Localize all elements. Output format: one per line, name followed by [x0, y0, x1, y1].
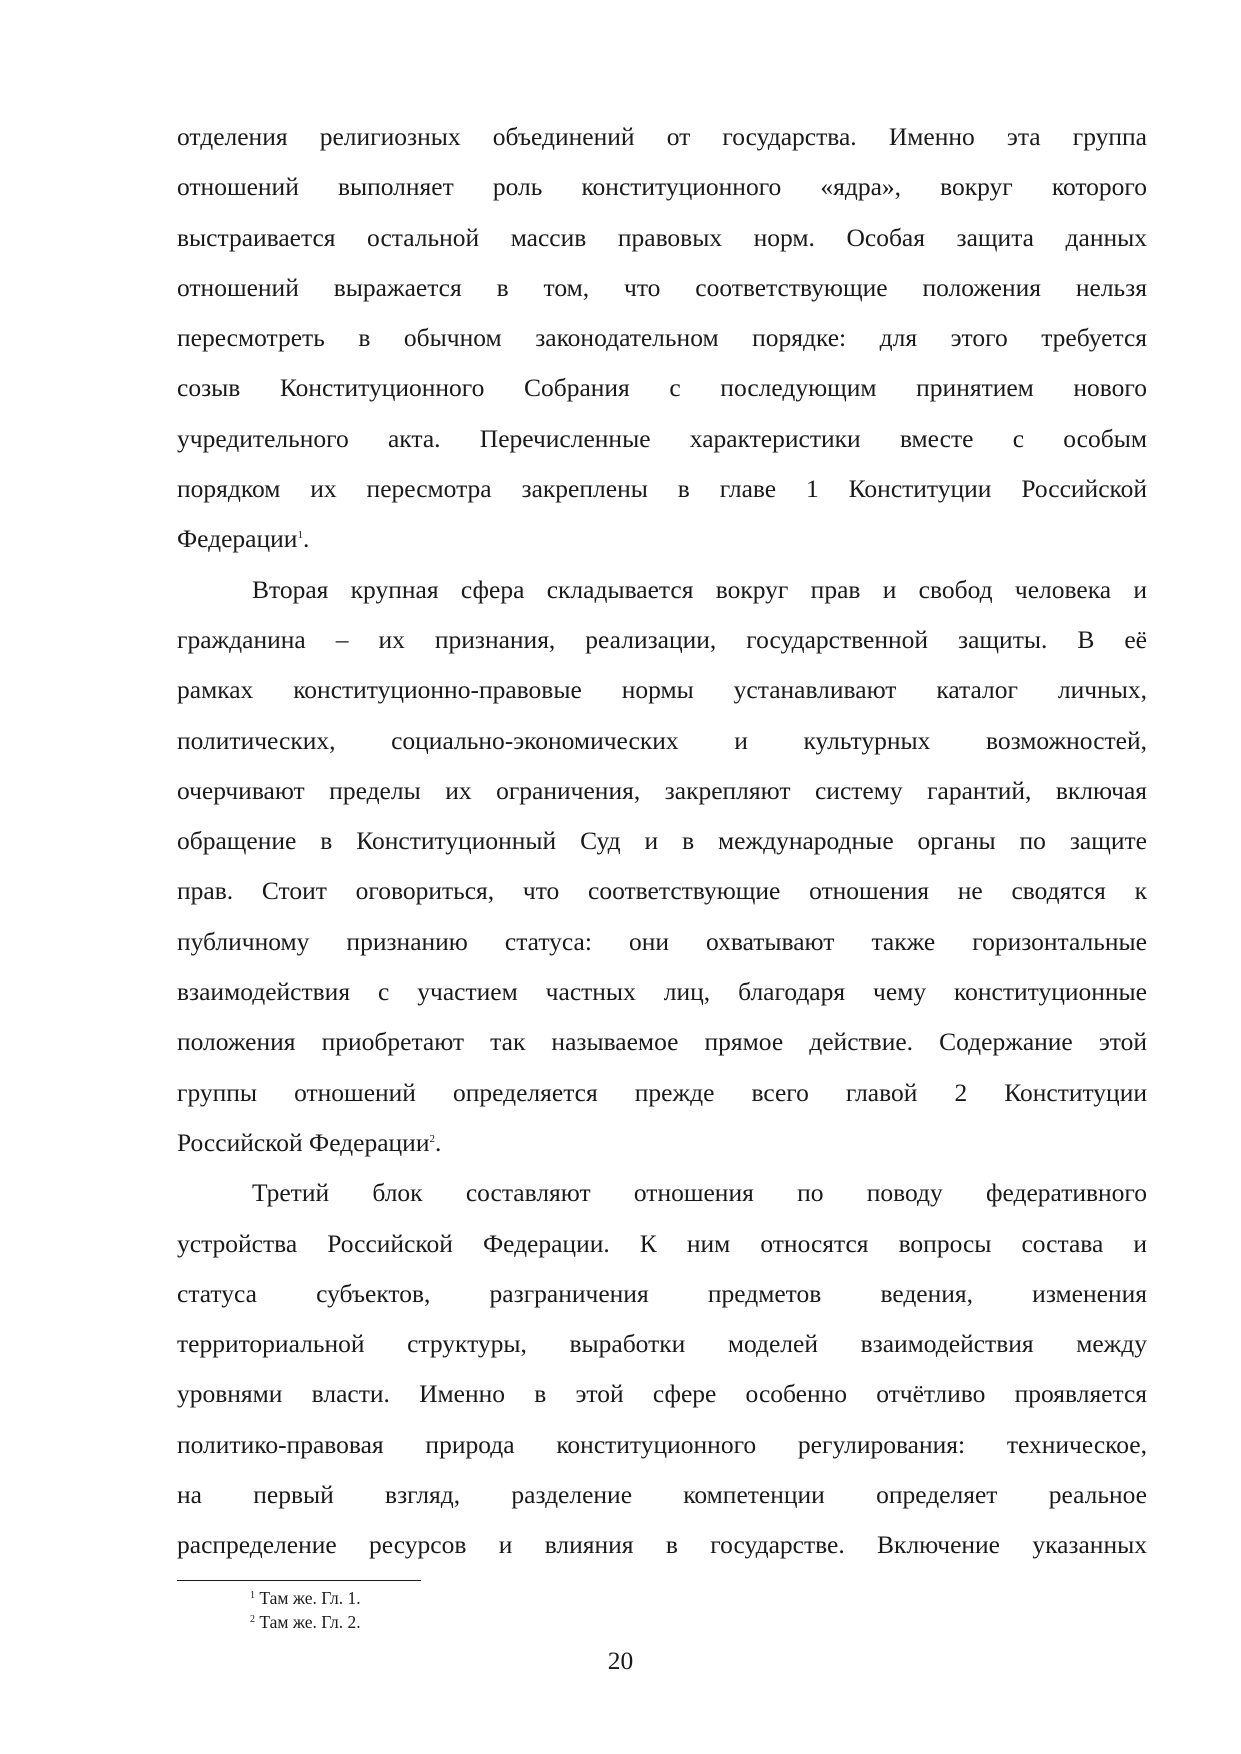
- footnote-item: [250, 1586, 361, 1610]
- footnote-text: Там же. Гл. 2.: [259, 1612, 361, 1632]
- footnote-item: [250, 1610, 361, 1634]
- text-line: [177, 263, 1147, 313]
- text-line: [177, 1017, 1147, 1067]
- line-text: политико-правовая природа конституционного регулирования: техническое,: [177, 1429, 1147, 1459]
- paragraph: [177, 112, 1147, 565]
- footnote-reference[interactable]: 1: [297, 529, 303, 542]
- footnote-number: 1: [250, 1590, 255, 1601]
- text-line: [177, 414, 1147, 464]
- line-text: группы отношений определяется прежде всего главой 2 Конституции: [177, 1077, 1147, 1107]
- text-line: [177, 1219, 1147, 1269]
- line-text: взаимодействия с участием частных лиц, благодаря чему конституционные: [177, 977, 1147, 1007]
- line-text: обращение в Конституционный Суд и в международные органы по защите: [177, 826, 1147, 856]
- text-line: [177, 917, 1147, 967]
- line-text: положения приобретают так называемое прямое действие. Содержание этой: [177, 1027, 1147, 1057]
- line-text: созыв Конституционного Собрания с последующим принятием нового: [177, 373, 1147, 403]
- paragraph: [177, 1168, 1147, 1570]
- line-text: выстраивается остальной массив правовых норм. Особая защита данных: [177, 222, 1147, 252]
- text-line: [177, 565, 1147, 615]
- text-line: [177, 1068, 1147, 1118]
- line-text: рамках конституционно-правовые нормы устанавливают каталог личных,: [177, 675, 1147, 705]
- line-text: публичному признанию статуса: они охватывают также горизонтальные: [177, 926, 1147, 956]
- line-text: очерчивают пределы их ограничения, закрепляют систему гарантий, включая: [177, 775, 1147, 805]
- text-line: [177, 1269, 1147, 1319]
- footnotes: [250, 1586, 361, 1634]
- text-line: [177, 1420, 1147, 1470]
- footnote-separator: [177, 1580, 421, 1581]
- text-line: [177, 213, 1147, 263]
- text-line: [177, 112, 1147, 162]
- text-line: [177, 464, 1147, 514]
- line-text: на первый взгляд, разделение компетенции определяет реальное: [177, 1480, 1147, 1510]
- paragraph: [177, 565, 1147, 1169]
- text-line: [177, 816, 1147, 866]
- footnote-reference[interactable]: 2: [429, 1132, 435, 1145]
- line-text: пересмотреть в обычном законодательном порядке: для этого требуется: [177, 323, 1147, 353]
- line-text: учредительного акта. Перечисленные характеристики вместе с особым: [177, 423, 1147, 453]
- text-line: [177, 716, 1147, 766]
- text-line: [177, 866, 1147, 916]
- line-text: отделения религиозных объединений от государства. Именно эта группа: [177, 122, 1147, 151]
- footnote-text: Там же. Гл. 1.: [259, 1588, 361, 1608]
- line-text: порядком их пересмотра закреплены в главе 1 Конституции Российской: [177, 474, 1147, 504]
- end-punctuation: .: [434, 1127, 442, 1157]
- line-text: уровнями власти. Именно в этой сфере особенно отчётливо проявляется: [177, 1379, 1147, 1409]
- text-line: [177, 967, 1147, 1017]
- main-text: [177, 112, 1147, 1571]
- line-text: Вторая крупная сфера складывается вокруг прав и свобод человека и: [252, 574, 1147, 604]
- text-line: [177, 665, 1147, 715]
- text-line: [177, 313, 1147, 363]
- text-line: [177, 1520, 1147, 1570]
- text-line: [177, 615, 1147, 665]
- page-number: 20: [607, 1646, 634, 1675]
- footnote-number: 2: [250, 1614, 255, 1625]
- line-text: отношений выполняет роль конституционного «ядра», вокруг которого: [177, 172, 1147, 202]
- line-text: статуса субъектов, разграничения предметов ведения, изменения: [177, 1278, 1147, 1308]
- line-text: прав. Стоит оговориться, что соответствующие отношения не сводятся к: [177, 876, 1147, 906]
- text-line: [177, 1168, 1147, 1218]
- line-text: устройства Российской Федерации. К ним относятся вопросы состава и: [177, 1228, 1147, 1258]
- end-punctuation: .: [302, 524, 310, 554]
- text-line: [177, 514, 1147, 564]
- text-line: [177, 1319, 1147, 1369]
- line-text: территориальной структуры, выработки моделей взаимодействия между: [177, 1329, 1147, 1359]
- line-text: Российской Федерации: [177, 1127, 430, 1157]
- line-text: Третий блок составляют отношения по поводу федеративного: [252, 1178, 1147, 1208]
- line-text: Федерации: [177, 524, 298, 554]
- line-text: отношений выражается в том, что соответствующие положения нельзя: [177, 272, 1147, 302]
- line-text: политических, социально-экономических и культурных возможностей,: [177, 725, 1147, 755]
- text-line: [177, 1470, 1147, 1520]
- text-line: [177, 363, 1147, 413]
- text-line: [177, 1369, 1147, 1419]
- text-line: [177, 766, 1147, 816]
- line-text: гражданина – их признания, реализации, государственной защиты. В её: [177, 624, 1147, 654]
- text-line: [177, 1118, 1147, 1168]
- text-line: [177, 162, 1147, 212]
- line-text: распределение ресурсов и влияния в государстве. Включение указанных: [177, 1530, 1147, 1560]
